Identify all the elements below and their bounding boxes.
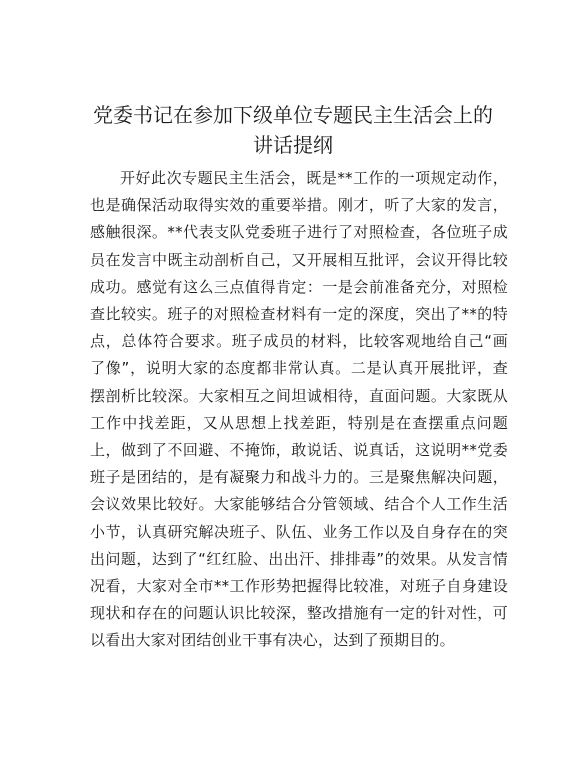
document-title-line-1: 党委书记在参加下级单位专题民主生活会上的 <box>93 103 493 127</box>
document-title-line-2: 讲话提纲 <box>253 133 333 157</box>
document-title <box>60 100 526 160</box>
document-body-paragraph: 开好此次专题民主生活会，既是**工作的一项规定动作，也是确保活动取得实效的重要举措。刚才，听了大家的发言，感触很深。**代表支队党委班子进行了对照检查，各位班子成员在发言中既主动剖析自己，又开展相互批评，会议开得比较成功。感觉有这么三点值得肯定：一是会前准备充分，对照检查比较实。班子的对照检查材料有一定的深度，突出了**的特点，总体符合要求。班子成员的材料，比较客观地给自己“画了像”，说明大家的态度都非常认真。二是认真开展批评，查摆剖析比较深。大家相互之间坦诚相待，直面问题。大家既从工作中找差距，又从思想上找差距，特别是在查摆重点问题上，做到了不回避、不掩饰，敢说话、说真话，这说明**党委班子是团结的，是有凝聚力和战斗力的。三是聚焦解决问题，会议效果比较好。大家能够结合分管领域、结合个人工作生活小节，认真研究解决班子、队伍、业务工作以及自身存在的突出问题，达到了“红红脸、出出汗、排排毒”的效果。从发言情况看，大家对全市**工作形势把握得比较准，对班子自身建设现状和存在的问题认识比较深，整改措施有一定的针对性，可以看出大家对团结创业干事有决心，达到了预期目的。 <box>90 169 508 650</box>
